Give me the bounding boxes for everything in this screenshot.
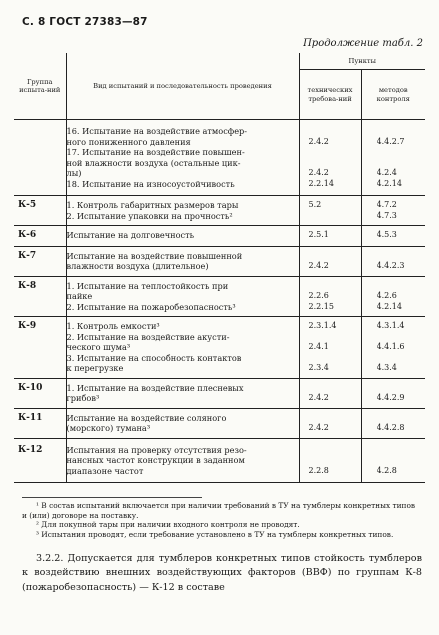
footnote-1: ¹ В состав испытаний включается при наличии требований в ТУ на тумблеры конкретных типов и (или) договоре на поставку. <box>22 501 416 520</box>
method-cell <box>361 438 425 483</box>
requirement-value <box>309 251 361 262</box>
tests-table <box>14 53 425 483</box>
col-header-points: Пункты <box>299 53 425 70</box>
table-row <box>14 378 425 408</box>
test-line: влажности воздуха (длительное) <box>66 261 209 272</box>
method-value: 4.2.8 <box>376 465 397 475</box>
method-value: 4.7.2 <box>376 200 397 209</box>
requirement-value <box>309 158 361 169</box>
page-header: С. 8 ГОСТ 27383—87 <box>22 16 148 28</box>
table-row <box>14 438 425 483</box>
requirement-cell <box>299 120 361 196</box>
method-value: 4.4.2.8 <box>376 423 405 433</box>
col-header-methods: методов контроля <box>361 70 425 120</box>
requirement-value <box>309 445 361 456</box>
group-cell: К-12 <box>14 438 66 483</box>
table-body <box>14 120 425 483</box>
requirement-value: 2.4.2 <box>308 168 329 177</box>
footnote-3: ³ Испытания проводят, если требование установлено в ТУ на тумблеры конкретных типов. <box>36 529 394 539</box>
group-cell: К-8 <box>14 276 66 317</box>
table-row <box>14 246 425 276</box>
group-cell: К-9 <box>14 317 66 379</box>
requirement-value: 2.4.2 <box>308 261 329 271</box>
method-value: 4.2.4 <box>376 168 397 177</box>
test-line: 17. Испытание на воздействие повышен- <box>66 147 245 157</box>
table-row <box>14 196 425 226</box>
requirement-value: 2.2.8 <box>308 465 329 475</box>
requirement-cell <box>299 226 361 247</box>
test-cell <box>66 196 299 226</box>
method-value <box>377 126 426 137</box>
requirement-value: 2.4.2 <box>308 136 329 146</box>
method-value <box>377 455 426 466</box>
requirement-value: 2.4.2 <box>308 393 329 403</box>
test-line: Испытания на проверку отсутствия резо- <box>66 444 247 455</box>
requirement-value <box>309 455 361 466</box>
requirement-value: 2.4.2 <box>308 423 329 433</box>
test-cell <box>66 226 299 247</box>
method-value <box>377 353 426 364</box>
requirement-value <box>309 353 361 364</box>
requirement-cell <box>299 378 361 408</box>
test-cell <box>66 408 299 438</box>
test-line: грибов³ <box>66 393 100 404</box>
method-value: 4.4.2.3 <box>376 261 405 271</box>
test-cell <box>66 438 299 483</box>
test-line: 2. Испытание упаковки на прочность² <box>66 210 233 221</box>
table-row <box>14 408 425 438</box>
requirement-value: 2.3.1.4 <box>308 321 337 331</box>
requirement-value: 2.2.14 <box>308 178 334 188</box>
test-cell <box>66 276 299 317</box>
test-line: 1. Испытание на теплостойкость при <box>66 280 229 291</box>
method-cell <box>361 276 425 317</box>
requirement-value <box>309 281 361 292</box>
group-cell: К-10 <box>14 378 66 408</box>
method-value: 4.5.3 <box>376 230 397 239</box>
test-cell <box>66 120 299 196</box>
footnote-divider <box>22 497 202 498</box>
requirement-value <box>309 147 361 158</box>
requirement-value <box>309 211 361 222</box>
method-value: 4.2.14 <box>376 178 402 188</box>
method-value: 4.3.1.4 <box>376 321 405 331</box>
col-header-requirements: технических требова-ний <box>299 70 361 120</box>
col-header-group: Группа испыта-ний <box>14 53 66 120</box>
requirement-value: 5.2 <box>308 200 322 209</box>
method-value <box>377 158 426 169</box>
test-line: пайке <box>66 291 93 302</box>
method-value <box>377 147 426 158</box>
test-line: 16. Испытание на воздействие атмосфер- <box>66 126 248 136</box>
method-value <box>377 445 426 456</box>
requirement-value: 2.3.4 <box>308 363 329 373</box>
test-line: к перегрузке <box>66 363 124 374</box>
method-value: 4.4.2.7 <box>376 136 405 146</box>
method-value <box>377 251 426 262</box>
test-line: 1. Контроль габаритных размеров тары <box>66 200 239 210</box>
group-cell: К-11 <box>14 408 66 438</box>
requirement-value: 2.2.15 <box>308 301 334 311</box>
requirement-cell <box>299 276 361 317</box>
requirement-cell <box>299 317 361 379</box>
test-line: (морского) тумана³ <box>66 423 151 434</box>
table-row <box>14 276 425 317</box>
test-line: лы) <box>66 168 82 178</box>
requirement-value <box>309 383 361 394</box>
method-cell <box>361 317 425 379</box>
requirement-value: 2.4.1 <box>308 342 329 352</box>
requirement-value <box>309 413 361 424</box>
paragraph-3-2-2: 3.2.2. Допускается для тумблеров конкретных типов стойкость тумблеров к воздействию внешних воздействующих факторов (ВВФ) по группам К-8 (пожаробезопасность) — К-12 в составе <box>22 553 422 593</box>
method-value: 4.2.14 <box>376 301 402 311</box>
method-cell <box>361 378 425 408</box>
method-value: 4.4.2.9 <box>376 393 405 403</box>
requirement-value: 2.5.1 <box>308 230 329 239</box>
group-cell <box>14 120 66 196</box>
method-cell <box>361 246 425 276</box>
table-row <box>14 317 425 379</box>
requirement-cell <box>299 196 361 226</box>
group-cell: К-6 <box>14 226 66 247</box>
footnote-2: ² Для покупной тары при наличии входного контроля не проводят. <box>36 520 300 530</box>
footnotes <box>22 501 422 540</box>
test-line: Испытание на долговечность <box>66 230 195 240</box>
test-line: 2. Испытание на пожаробезопасность³ <box>66 301 236 312</box>
method-cell <box>361 408 425 438</box>
method-cell <box>361 120 425 196</box>
group-cell: К-7 <box>14 246 66 276</box>
test-line: 2. Испытание на воздействие акусти- <box>66 331 230 342</box>
test-line: ной влажности воздуха (остальные цик- <box>66 157 241 168</box>
test-line: диапазоне частот <box>66 465 144 476</box>
group-cell: К-5 <box>14 196 66 226</box>
requirement-value <box>309 332 361 343</box>
method-value: 4.4.1.6 <box>376 342 405 352</box>
method-value: 4.7.3 <box>376 210 397 220</box>
requirement-value: 2.2.6 <box>308 291 329 301</box>
requirement-cell <box>299 408 361 438</box>
method-value <box>377 383 426 394</box>
requirement-cell <box>299 438 361 483</box>
test-line: Испытание на воздействие повышенной <box>66 250 243 261</box>
method-value <box>377 281 426 292</box>
test-cell <box>66 378 299 408</box>
requirement-cell <box>299 246 361 276</box>
method-cell <box>361 226 425 247</box>
test-line: нансных частот конструкции в заданном <box>66 455 245 466</box>
method-value: 4.2.6 <box>376 291 397 301</box>
test-line: 18. Испытание на износоустойчивость <box>66 178 235 189</box>
test-line: 1. Контроль емкости³ <box>66 321 160 332</box>
test-line: 3. Испытание на способность контактов <box>66 352 242 363</box>
method-value <box>377 332 426 343</box>
table-row <box>14 226 425 247</box>
table-row <box>14 120 425 196</box>
method-value <box>377 413 426 424</box>
test-line: Испытание на воздействие соляного <box>66 412 227 423</box>
test-cell <box>66 317 299 379</box>
test-line: 1. Испытание на воздействие плесневых <box>66 382 244 393</box>
method-cell <box>361 196 425 226</box>
table-continuation-label: Продолжение табл. 2 <box>303 38 423 49</box>
method-value: 4.3.4 <box>376 363 397 373</box>
col-header-tests: Вид испытаний и последовательность проведения <box>66 53 299 120</box>
requirement-value <box>309 126 361 137</box>
test-cell <box>66 246 299 276</box>
test-line: ческого шума³ <box>66 342 131 353</box>
test-line: ного пониженного давления <box>66 136 191 147</box>
